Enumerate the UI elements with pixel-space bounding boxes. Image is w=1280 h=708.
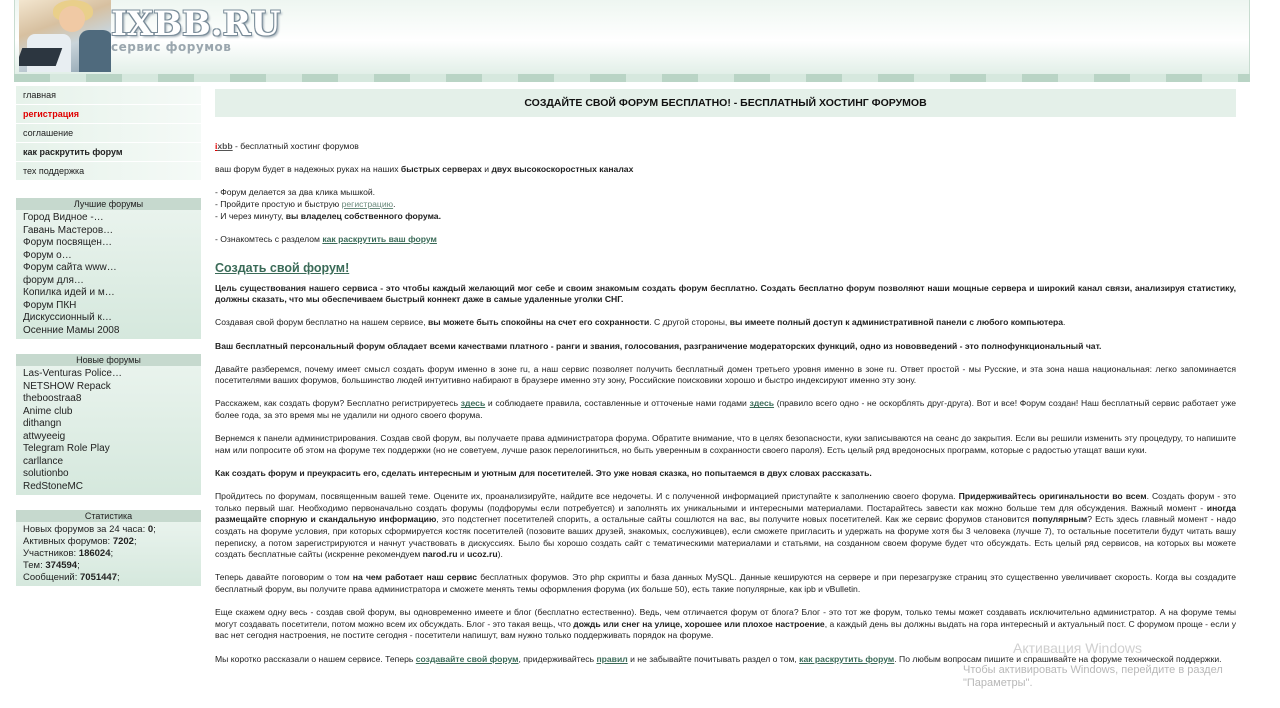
page-title: СОЗДАЙТЕ СВОЙ ФОРУМ БЕСПЛАТНО! - БЕСПЛАТНЫЙ ХОСТИНГ ФОРУМОВ	[215, 89, 1236, 117]
new-forums-list	[16, 366, 201, 495]
paragraph: Расскажем, как создать форум? Бесплатно регистрируетесь здесь и соблюдаете правила, составленные и отточеные нами годами здесь (правило всего одно - не оскорблять друг-друга). Вот и все! Форум создан! Наш бесплатный сервис работает уже более года, за это время мы не удалили ни одного своего форума.	[215, 398, 1237, 421]
stat-line: Участников: 186024;	[23, 548, 114, 559]
feature-list: - Форум делается за два клика мышкой. - Пройдите простую и быструю регистрацию. - И через минуту, вы владелец собственного форума.	[215, 187, 441, 221]
new-forum-link[interactable]: Las-Venturas Police…	[23, 368, 122, 379]
stat-line: Активных форумов: 7202;	[23, 536, 137, 547]
watermark-line: "Параметры".	[963, 677, 1033, 689]
sidebar	[16, 86, 201, 586]
stat-value: 374594	[45, 560, 78, 571]
logo-subtitle: сервис форумов	[111, 40, 232, 54]
best-forums-block	[16, 198, 201, 339]
main-content	[215, 89, 1236, 677]
stat-value: 186024	[78, 548, 111, 559]
register-here-link[interactable]: здесь	[460, 398, 486, 409]
new-forum-link[interactable]: carllance	[23, 455, 64, 467]
paragraph: Еще скажем одну весь - создав свой форум, вы одновременно имеете и блог (бесплатно естественно). Ведь, чем отличается форум от блога? Блог - это тот же форум, только темы может создавать исключительно администратор. А на форуме темы могут создавать посетители, потом можно всем их обсуждать. Блог - это такая вещь, что дождь или снег на улице, хорошее или плохое настроение, а каждый день вы должны выдать на гора интересный и актуальный пост. С форумом проще - если у вас нет сегодня настроения, не постите сегодня - посетители напишут, вам нужно только поддерживать порядок на форуме.	[215, 607, 1236, 641]
rules-link[interactable]: правил	[596, 653, 628, 664]
best-forum-link[interactable]: Осенние Мамы 2008	[23, 324, 120, 336]
create-forum-link[interactable]: Создать свой форум!	[215, 260, 350, 275]
create-your-forum-link[interactable]: создавайте свой форум	[415, 653, 519, 664]
watermark-title: Активация Windows	[1013, 640, 1143, 656]
stat-value: 7051447	[80, 572, 117, 583]
create-forum-row	[215, 257, 1236, 283]
paragraph: Цель существования нашего сервиса - это чтобы каждый желающий мог себе и своим знакомым создать форум бесплатно. Создать бесплатно форум позволяют наши мощные сервера и широкий канал связи, анализируя статистику, должны сказать, что мы обеспечиваем быстрый коннект даже в самые удаленные уголки СНГ.	[215, 282, 1236, 305]
best-forum-link[interactable]: Город Видное -…	[23, 212, 104, 223]
stat-value: 7202	[112, 536, 134, 547]
best-forum-link[interactable]: Форум ПКН	[23, 299, 77, 311]
stat-value: 0	[147, 524, 154, 535]
new-forum-link[interactable]: solutionbo	[23, 468, 69, 479]
paragraph: Ваш бесплатный персональный форум обладает всеми качествами платного - ранги и звания, голосования, разграничение модераторских функций, одно из нововведений - это полнофункциональный чат.	[215, 340, 1102, 351]
nav-support[interactable]: тех поддержка	[16, 162, 201, 181]
paragraph: Создавая свой форум бесплатно на нашем сервисе, вы можете быть спокойны на счет его сохранности. С другой стороны, вы имеете полный доступ к административной панели с любого компьютера.	[215, 317, 1066, 328]
best-forum-link[interactable]: форум для…	[23, 274, 84, 286]
new-forum-link[interactable]: dithangn	[23, 418, 62, 429]
paragraph: Вернемся к панели администрирования. Создав свой форум, вы получаете права администратора форума. Обратите внимание, что в целях безопасности, куки записываются на сеанс до закрытия. Если вы решили изменить эту процедуру, то напишите нам или попросите об этом на форуме тех поддержки (но не советуем, лучше разок перелогиниться, но быть уверенным в сохранности своего пароля). Есть целый ряд вредоносных программ, которые с радостью утащат ваши куки.	[215, 433, 1236, 455]
stat-line: Новых форумов за 24 часа: 0;	[23, 524, 156, 535]
site-header	[14, 0, 1250, 74]
best-forum-link[interactable]: Форум о…	[23, 249, 72, 261]
stat-line: Тем: 374594;	[23, 560, 80, 571]
new-forum-link[interactable]: theboostraa8	[23, 393, 82, 404]
logo-text[interactable]: IXBB.RU	[111, 4, 281, 44]
registration-link[interactable]: регистрацию	[341, 198, 394, 209]
watermark-line: Чтобы активировать Windows, перейдите в раздел	[963, 664, 1223, 676]
paragraph: Мы коротко рассказали о нашем сервисе. Теперь создавайте свой форум, придерживайтесь правил и не забывайте почитывать раздел о том, как раскрутить форум. По любым вопросам пишите и спрашивайте на форуме технической поддержки.	[215, 653, 1222, 664]
best-forum-link[interactable]: Форум сайта www…	[23, 262, 117, 273]
stat-line: Сообщений: 7051447;	[23, 572, 120, 583]
nav-promote[interactable]: как раскрутить форум	[16, 143, 201, 162]
page	[14, 0, 1250, 708]
intro-paragraph: ваш форум будет в надежных руках на наших быстрых серверах и двух высокоскоростных каналах	[215, 164, 634, 175]
best-forums-list	[16, 210, 201, 339]
paragraph: Давайте разберемся, почему имеет смысл создать форум именно в зоне ru, а наш сервис позволяет получить бесплатный домен третьего уровня именно в зоне ru. Ответ простой - мы Русские, и эта зона наша национальная: легко запоминается посетителями ваших форумов, большинство людей интуитивно набирают в браузере именно эту зону, Российские поисковики хорошо и быстро индексируют именно эту зону.	[215, 363, 1236, 386]
logo-photo	[19, 0, 111, 72]
new-forum-link[interactable]: Anime club	[23, 405, 73, 417]
paragraph: Пройдитесь по форумам, посвященным вашей теме. Оцените их, проанализируйте, найдите все недочеты. И с полученной информацией приступайте к заполнению своего форума. Придерживайтесь оригинальности во всем. Создать форум - это только первый шаг. Необходимо первоначально создать форумы (подфорумы если потребуется) и заполнять их уникальными и интересными материалами. Постарайтесь завести как можно больше тем для обсуждения. Важный момент - иногда размещайте спорную и скандальную информацию, это подстегнет посетителей спорить, а остальные сайты сошлются на вас, вы получите новых посетителей. Как же сервис форумов становится популярным? Есть здесь главный момент - надо создать на форуме условия, при которых сформируется костяк посетителей (позовите ваших друзей, знакомых, сослуживцев), если сможете пригласить и удержать на форуме хотя бы 3 человека (лучше 7), то остальные посетители будут читать вашу переписку, а потом зарегистрируются и начнут участвовать в дискуссиях. Было бы хорошо создать сайт с тематическими материалами и статьями, на созданном своем форуме будет что обсуждать. Есть целый ряд сервисов, на которых вы можете создать бесплатные сайты (искренне рекомендуем narod.ru и ucoz.ru).	[215, 491, 1236, 560]
main-nav	[16, 86, 201, 181]
new-forum-link[interactable]: RedStoneMC	[23, 480, 84, 492]
promote-line: - Ознакомтесь с разделом как раскрутить ваш форум	[215, 233, 437, 244]
brand-link[interactable]: xbb	[217, 141, 233, 151]
new-forum-link[interactable]: Telegram Role Play	[23, 443, 110, 454]
header-divider	[14, 74, 1250, 82]
windows-activation-watermark	[963, 640, 1263, 690]
how-to-promote-link[interactable]: как раскрутить форум	[799, 653, 895, 664]
best-forum-link[interactable]: Форум посвящен…	[23, 237, 112, 248]
best-forum-link[interactable]: Дискуссионный к…	[23, 312, 112, 323]
stats-block	[16, 510, 201, 586]
nav-home[interactable]: главная	[16, 86, 201, 105]
new-forum-link[interactable]: NETSHOW Repack	[23, 380, 111, 392]
best-forums-title: Лучшие форумы	[16, 198, 201, 210]
promote-link[interactable]: как раскрутить ваш форум	[322, 233, 437, 244]
best-forum-link[interactable]: Копилка идей и м…	[23, 287, 115, 298]
paragraph: Теперь давайте поговорим о том на чем работает наш сервис бесплатных форумов. Это php скрипты и база данных MySQL. Данные кешируются на сервере и при перезагрузке страниц это существенно увеличивает скорость. Когда вы создадите бесплатный форум, вы получите права администратора и сможете менять темы оформления форума (их больше 50), есть такие популярные, как ipb и vBulletin.	[215, 572, 1236, 594]
article	[215, 141, 1236, 665]
new-forums-title: Новые форумы	[16, 354, 201, 366]
brand-line: ixbb - бесплатный хостинг форумов	[215, 141, 359, 151]
paragraph: Как создать форум и преукрасить его, сделать интересным и уютным для посетителей. Это уже новая сказка, но попытаемся в двух словах рассказать.	[215, 468, 872, 479]
nav-agreement[interactable]: соглашение	[16, 124, 201, 143]
new-forums-block	[16, 354, 201, 495]
new-forum-link[interactable]: attwyeeig	[23, 430, 66, 442]
brand-link-i[interactable]: i	[215, 141, 218, 151]
stats-title: Статистика	[16, 510, 201, 522]
best-forum-link[interactable]: Гавань Мастеров…	[23, 224, 114, 236]
rules-here-link[interactable]: здесь	[749, 398, 775, 409]
stats-list	[16, 522, 201, 586]
nav-register[interactable]: регистрация	[16, 105, 201, 124]
